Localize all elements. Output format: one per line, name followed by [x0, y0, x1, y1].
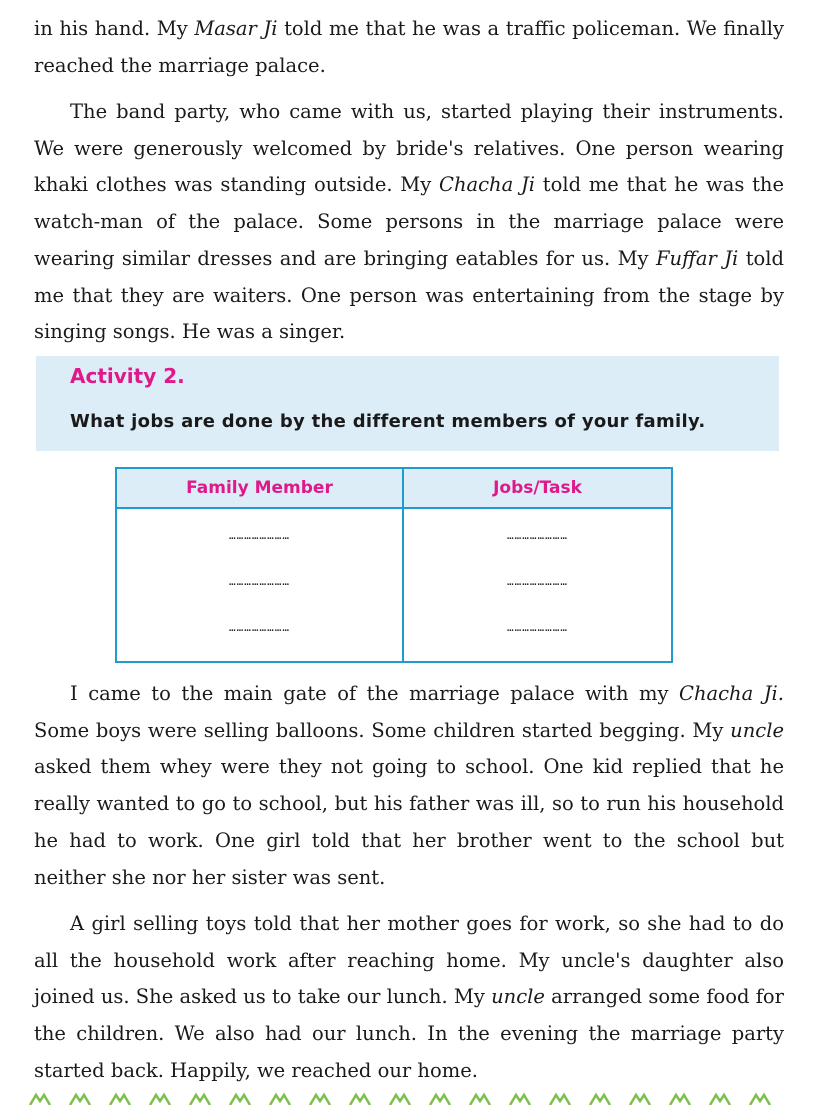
table-header-row [116, 468, 672, 508]
paragraph-2: The band party, who came with us, started playing their instruments. We were generously welcomed by bride's relatives. One person wearing khaki clothes was standing outside. My Chacha Ji told me that he was the watch-man of the palace. Some persons in the marriage palace were wearing similar dresses and are bringing eatables for us. My Fuffar Ji told me that they are waiters. One person was entertaining from the stage by singing songs. He was a singer. [34, 100, 785, 344]
jobs-task-blanks [403, 508, 672, 662]
italic-term: Masar Ji [194, 17, 278, 40]
activity-question: What jobs are done by the different members of your family. [70, 411, 706, 432]
blank-line: …………………… [507, 529, 568, 542]
activity-title: Activity 2. [70, 364, 185, 388]
blank-line: …………………… [507, 575, 568, 588]
blank-line: …………………… [229, 529, 290, 542]
blank-line: …………………… [507, 621, 568, 634]
paragraph-1: in his hand. My Masar Ji told me that he was a traffic policeman. We finally reached the marriage palace. [34, 17, 784, 77]
blank-line: …………………… [229, 621, 290, 634]
green-leaf-border-icon [0, 1092, 831, 1105]
table-body-row [116, 508, 672, 662]
paragraph-4: A girl selling toys told that her mother goes for work, so she had to do all the household work after reaching home. My uncle's daughter also joined us. She asked us to take our lunch. My uncle arranged some food for the children. We also had our lunch. In the evening the marriage party started back. Happily, we reached our home. [34, 912, 784, 1082]
family-jobs-table [115, 467, 673, 663]
blank-line: …………………… [229, 575, 290, 588]
activity-box [36, 356, 779, 451]
italic-term: Chacha Ji [439, 173, 536, 197]
header-family-member: Family Member [116, 468, 403, 508]
paragraph-3: I came to the main gate of the marriage palace with my Chacha Ji. Some boys were selling balloons. Some children started begging. My uncle asked them whey were they not going to school. One kid replied that he really wanted to go to school, but his father was ill, so to run his household he had to work. One girl told that her brother went to the school but neither she nor her sister was sent. [34, 682, 784, 889]
italic-term: uncle [730, 718, 784, 742]
header-jobs-task: Jobs/Task [403, 468, 672, 508]
italic-term: Chacha Ji. [679, 682, 784, 705]
italic-term: uncle [491, 985, 545, 1009]
italic-term: Fuffar Ji [655, 246, 739, 270]
family-member-blanks [116, 508, 403, 662]
